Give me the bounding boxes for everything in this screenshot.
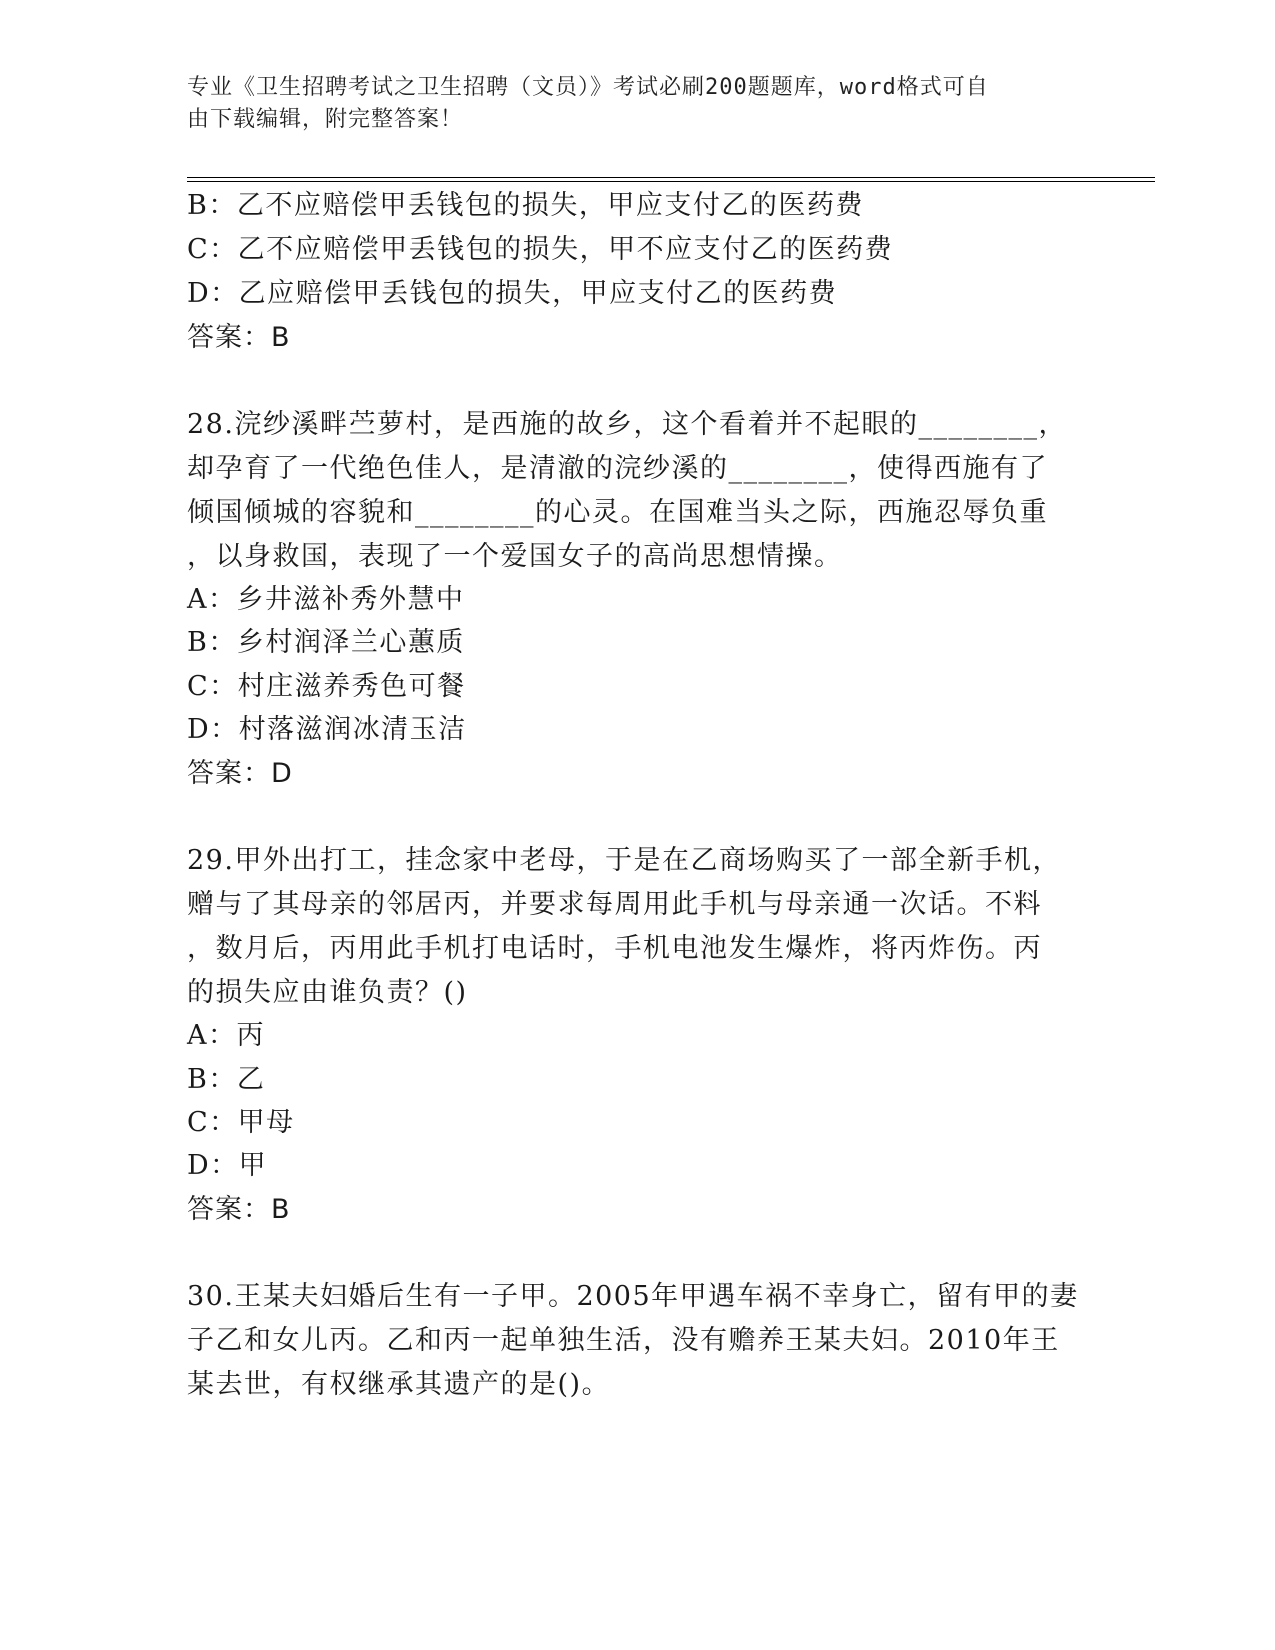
header-line-2: 由下载编辑，附完整答案！: [187, 107, 464, 132]
q30-stem-line-2: 子乙和女儿丙。乙和丙一起单独生活，没有赡养王某夫妇。2010年王: [187, 1325, 1060, 1356]
q28-stem-line-1: 28.浣纱溪畔苎萝村，是西施的故乡，这个看着并不起眼的________，: [187, 409, 1067, 440]
q28-stem-line-2: 却孕育了一代绝色佳人，是清澈的浣纱溪的________，使得西施有了: [187, 453, 1048, 484]
q29-stem-line-2: 赠与了其母亲的邻居丙，并要求每周用此手机与母亲通一次话。不料: [187, 889, 1042, 920]
q28-option-b: B：乡村润泽兰心蕙质: [187, 627, 465, 658]
q27-option-b: B：乙不应赔偿甲丢钱包的损失，甲应支付乙的医药费: [187, 190, 864, 221]
q28-option-d: D：村落滋润冰清玉洁: [187, 714, 467, 745]
header-line-1: 专业《卫生招聘考试之卫生招聘（文员）》考试必刷200题题库，word格式可自: [187, 75, 989, 100]
q27-answer: 答案：B: [187, 322, 291, 353]
header-divider-top: [187, 177, 1155, 178]
q27-option-c: C：乙不应赔偿甲丢钱包的损失，甲不应支付乙的医药费: [187, 234, 894, 265]
document-header: [187, 72, 1067, 136]
q29-option-a: A：丙: [187, 1020, 265, 1051]
q28-option-a: A：乡井滋补秀外慧中: [187, 584, 465, 615]
q27-option-d: D：乙应赔偿甲丢钱包的损失，甲应支付乙的医药费: [187, 278, 838, 309]
q28-stem-line-4: ，以身救国，表现了一个爱国女子的高尚思想情操。: [187, 541, 843, 572]
q28-stem-line-3: 倾国倾城的容貌和________的心灵。在国难当头之际，西施忍辱负重: [187, 497, 1048, 528]
q29-option-b: B：乙: [187, 1064, 266, 1095]
header-divider-bottom: [187, 181, 1155, 182]
q29-stem-line-4: 的损失应由谁负责？(): [187, 977, 468, 1008]
q29-option-c: C：甲母: [187, 1107, 295, 1138]
q29-option-d: D：甲: [187, 1150, 268, 1181]
q29-answer: 答案：B: [187, 1194, 291, 1225]
q30-stem-line-3: 某去世，有权继承其遗产的是()。: [187, 1369, 611, 1400]
q28-answer: 答案：D: [187, 758, 293, 789]
q29-stem-line-1: 29.甲外出打工，挂念家中老母，于是在乙商场购买了一部全新手机，: [187, 845, 1061, 876]
q29-stem-line-3: ，数月后，丙用此手机打电话时，手机电池发生爆炸，将丙炸伤。丙: [187, 933, 1042, 964]
q28-option-c: C：村庄滋养秀色可餐: [187, 671, 466, 702]
q30-stem-line-1: 30.王某夫妇婚后生有一子甲。2005年甲遇车祸不幸身亡，留有甲的妻: [187, 1281, 1079, 1312]
